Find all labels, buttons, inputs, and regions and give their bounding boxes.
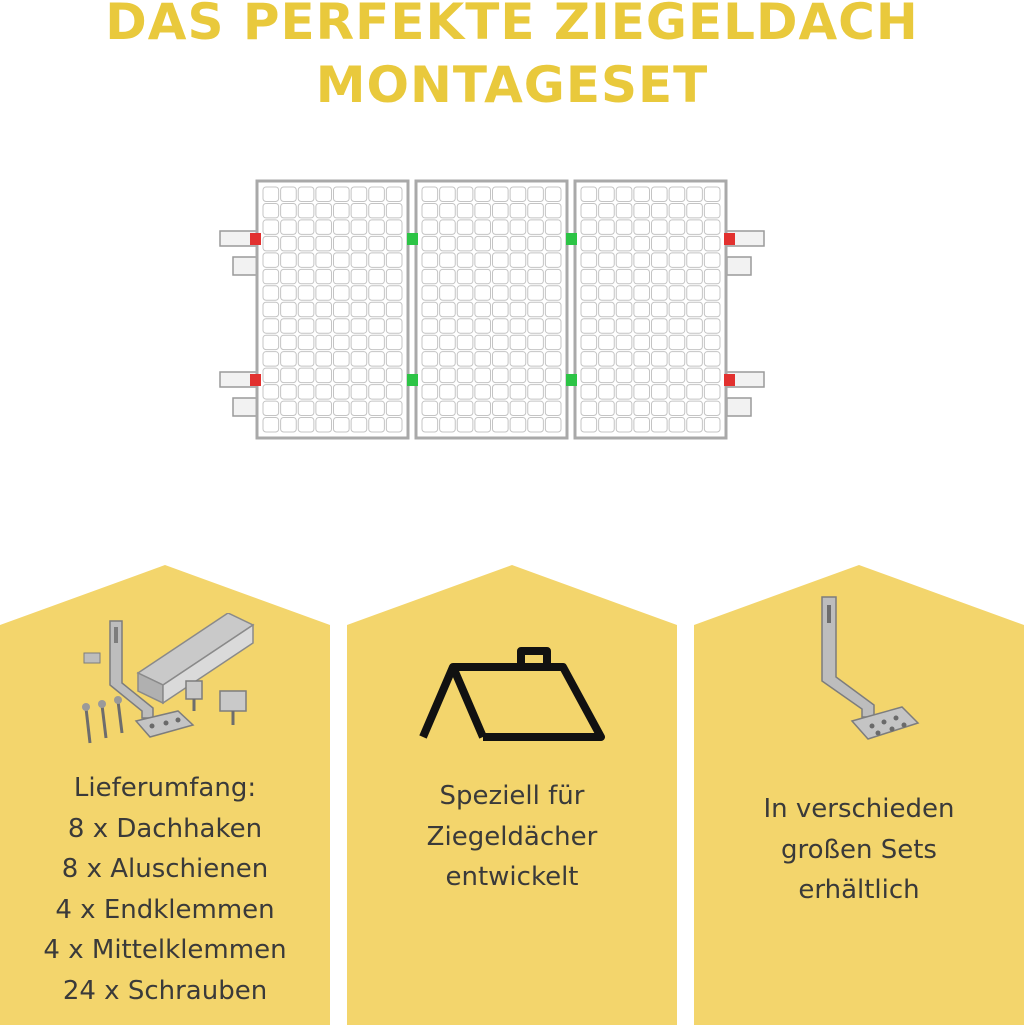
card-line: großen Sets bbox=[781, 834, 937, 865]
card-line: Speziell für bbox=[439, 781, 585, 811]
card-line: In verschieden bbox=[763, 794, 955, 824]
end-clamp bbox=[724, 374, 735, 386]
card-line: 8 x Aluschienen bbox=[61, 854, 269, 884]
card-tile-roof bbox=[347, 565, 677, 1025]
card-text bbox=[347, 776, 677, 898]
page-title-line-2: MONTAGESET bbox=[315, 56, 709, 114]
solar-panel bbox=[575, 181, 726, 438]
card-sets bbox=[694, 565, 1024, 1025]
solar-panel-diagram bbox=[0, 0, 1024, 460]
card-delivery-contents bbox=[0, 565, 330, 1025]
card-text bbox=[694, 789, 1024, 911]
card-line: 24 x Schrauben bbox=[62, 975, 268, 1006]
card-line: 4 x Endklemmen bbox=[55, 894, 275, 925]
end-clamp bbox=[250, 233, 261, 245]
roof-hook-image bbox=[814, 595, 924, 745]
mid-clamp bbox=[407, 374, 418, 386]
card-line: 4 x Mittelklemmen bbox=[43, 935, 287, 965]
card-line: Lieferumfang: bbox=[73, 773, 257, 803]
card-line: Ziegeldächer bbox=[426, 821, 598, 852]
mid-clamp bbox=[407, 233, 418, 245]
solar-panel bbox=[416, 181, 567, 438]
mid-clamp bbox=[566, 233, 577, 245]
mounting-kit-parts-image bbox=[78, 613, 258, 753]
card-text bbox=[0, 768, 330, 1011]
solar-panel bbox=[257, 181, 408, 438]
end-clamp bbox=[250, 374, 261, 386]
page-title-line-1: DAS PERFEKTE ZIEGELDACH bbox=[105, 0, 919, 51]
end-clamp bbox=[724, 233, 735, 245]
card-line: 8 x Dachhaken bbox=[67, 813, 263, 844]
roof-icon bbox=[417, 645, 607, 745]
card-line: entwickelt bbox=[445, 862, 579, 892]
mid-clamp bbox=[566, 374, 577, 386]
card-line: erhältlich bbox=[798, 875, 920, 905]
